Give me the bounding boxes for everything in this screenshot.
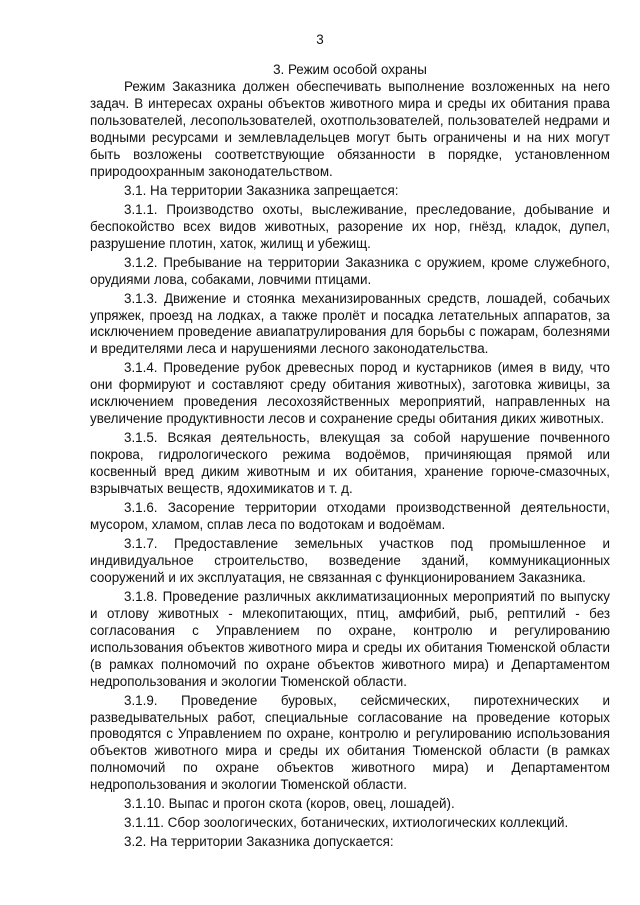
paragraph-3-1-5: 3.1.5. Всякая деятельность, влекущая за собой нарушение почвенного покрова, гидрологического режима водоёмов, причиняющая прямой или косвенный вред диким животным и их обитания, хранение горюче-смазочных, взрывчатых веществ, ядохимикатов и т. д. — [90, 430, 610, 496]
paragraph-3-1-6: 3.1.6. Засорение территории отходами производственной деятельности, мусором, хламом, сплав леса по водотокам и водоёмам. — [90, 500, 610, 532]
paragraph-intro: Режим Заказника должен обеспечивать выполнение возложенных на него задач. В интересах охраны объектов животного мира и среды их обитания права пользователей, лесопользователей, охотпользователей, пользователей недрами и водными ресурсами и землевладельцев могут быть ограничены и на них могут быть возложены соответствующие обязанности в порядке, установленном природоохранным законодательством. — [90, 79, 610, 179]
paragraph-3-1-4: 3.1.4. Проведение рубок древесных пород и кустарников (имея в виду, что они формируют и составляют среду обитания животных), заготовка живицы, за исключением проведения лесохозяйственных мероприятий, направленных на увеличение продуктивности лесов и сохранение среды обитания диких животных. — [90, 360, 610, 427]
section-title: 3. Режим особой охраны — [273, 62, 427, 77]
paragraph-3-1-1: 3.1.1. Производство охоты, выслеживание, преследование, добывание и беспокойство всех видов животных, разорение их нор, гнёзд, кладок, дупел, разрушение плотин, хаток, жилищ и убежищ. — [90, 201, 610, 251]
document-body — [90, 79, 610, 854]
paragraph-3-1: 3.1. На территории Заказника запрещается: — [124, 182, 399, 198]
paragraph-3-2: 3.2. На территории Заказника допускается: — [124, 834, 394, 850]
paragraph-3-1-10: 3.1.10. Выпас и прогон скота (коров, овец, лошадей). — [124, 796, 455, 812]
paragraph-3-1-11: 3.1.11. Сбор зоологических, ботанических, ихтиологических коллекций. — [124, 815, 569, 831]
paragraph-3-1-8: 3.1.8. Проведение различных акклиматизационных мероприятий по выпуску и отлову животных - млекопитающих, птиц, амфибий, рыб, рептилий - без согласования с Управлением по охране, контролю и регулированию использования объектов животного мира и среды их обитания Тюменской области (в рамках полномочий по охране объектов животного мира) и Департаментом недропользования и экологии Тюменской области. — [90, 588, 610, 689]
paragraph-3-1-7: 3.1.7. Предоставление земельных участков под промышленное и индивидуальное строительство, возведение зданий, коммуникационных сооружений и их эксплуатация, не связанная с функционированием Заказника. — [90, 536, 610, 585]
paragraph-3-1-9: 3.1.9. Проведение буровых, сейсмических, пиротехнических и разведывательных работ, специальные согласование на проведение которых проводятся с Управлением по охране, контролю и регулированию использования объектов животного мира и среды их обитания Тюменской области (в рамках полномочий по охране объектов животного мира) и Департаментом недропользования и экологии Тюменской области. — [90, 692, 610, 793]
page-number: 3 — [316, 32, 324, 47]
paragraph-3-1-2: 3.1.2. Пребывание на территории Заказника с оружием, кроме служебного, орудиями лова, собаками, ловчими птицами. — [90, 254, 610, 287]
paragraph-3-1-3: 3.1.3. Движение и стоянка механизированных средств, лошадей, собачьих упряжек, проезд на лодках, а также пролёт и посадка летательных аппаратов, за исключением проведение авиапатрулирования для борьбы с пожарам, болезнями и вредителями леса и нарушениями лесного законодательства. — [90, 290, 610, 357]
